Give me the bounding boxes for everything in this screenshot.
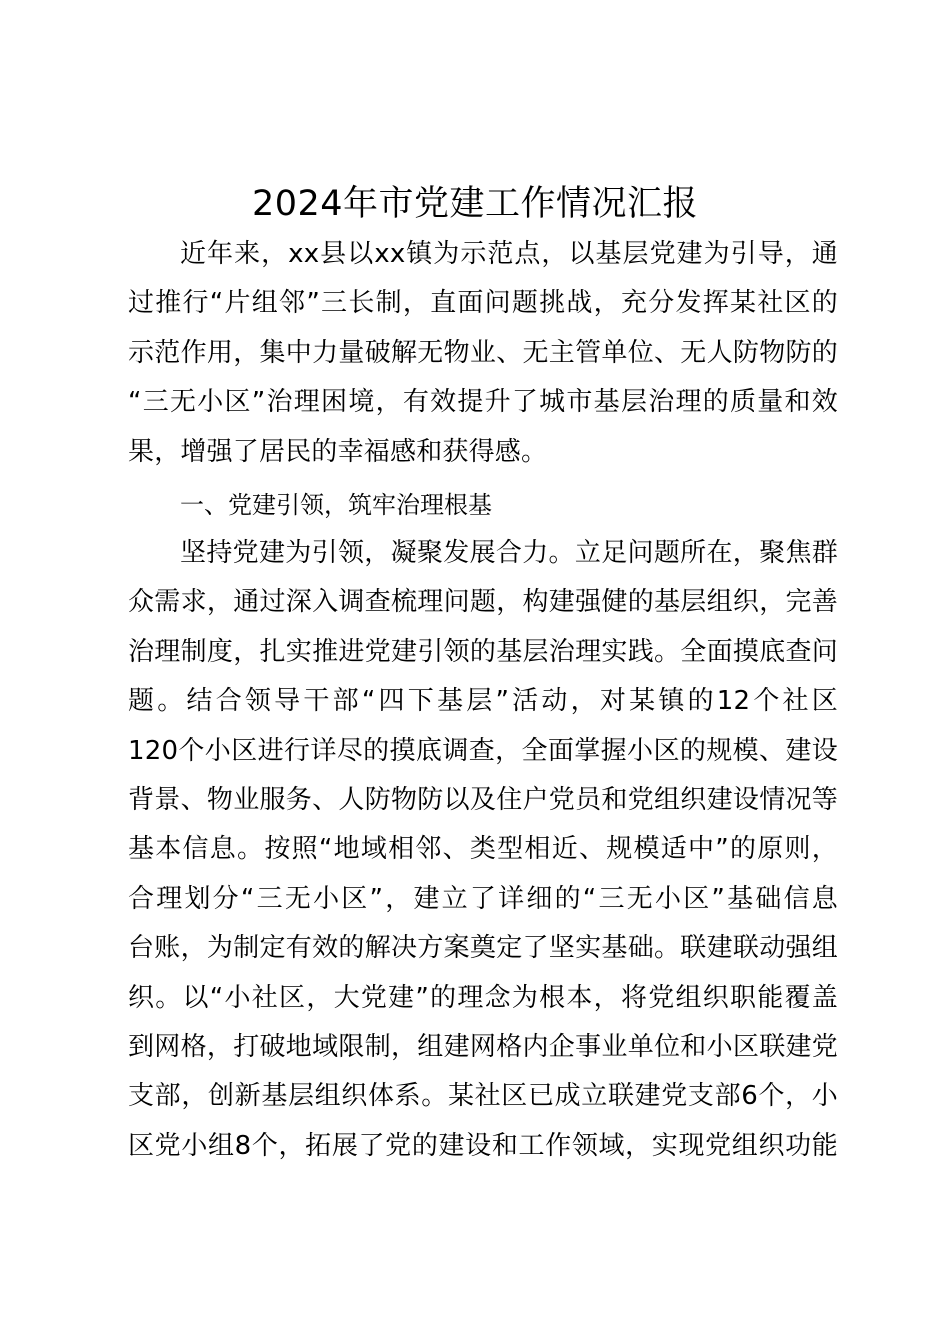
paragraph-line: 支部，创新基层组织体系。某社区已成立联建党支部6个，小	[128, 1081, 838, 1112]
paragraph-line: 区党小组8个，拓展了党的建设和工作领域，实现党组织功能	[128, 1130, 838, 1161]
section-heading: 一、党建引领，筑牢治理根基	[180, 491, 492, 519]
paragraph-line: 坚持党建为引领，凝聚发展合力。立足问题所在，聚焦群	[180, 538, 838, 568]
paragraph-line: 果，增强了居民的幸福感和获得感。	[128, 436, 548, 467]
paragraph-line: 到网格，打破地域限制，组建网格内企事业单位和小区联建党	[128, 1031, 838, 1062]
paragraph-line: 背景、物业服务、人防物防以及住户党员和党组织建设情况等	[128, 784, 838, 815]
paragraph-line: 示范作用，集中力量破解无物业、无主管单位、无人防物防的	[128, 337, 838, 368]
paragraph-line: 过推行“片组邻”三长制，直面问题挑战，充分发挥某社区的	[128, 288, 838, 319]
paragraph-line: 织。以“小社区，大党建”的理念为根本，将党组织职能覆盖	[128, 982, 838, 1013]
paragraph-line: 众需求，通过深入调查梳理问题，构建强健的基层组织，完善	[128, 587, 838, 618]
document-title: 2024年市党建工作情况汇报	[251, 184, 699, 224]
paragraph-line: “三无小区”治理困境，有效提升了城市基层治理的质量和效	[128, 387, 838, 418]
paragraph-line: 近年来，xx县以xx镇为示范点，以基层党建为引导，通	[180, 239, 838, 269]
paragraph-line: 基本信息。按照“地域相邻、类型相近、规模适中”的原则，	[128, 834, 838, 865]
paragraph-line: 题。结合领导干部“四下基层”活动，对某镇的12个社区	[128, 686, 838, 717]
paragraph-line: 合理划分“三无小区”，建立了详细的“三无小区”基础信息	[128, 883, 838, 914]
section-paragraph	[128, 529, 838, 1171]
intro-paragraph	[128, 230, 838, 477]
paragraph-line: 120个小区进行详尽的摸底调查，全面掌握小区的规模、建设	[128, 735, 838, 766]
paragraph-line: 台账，为制定有效的解决方案奠定了坚实基础。联建联动强组	[128, 933, 838, 964]
paragraph-line: 治理制度，扎实推进党建引领的基层治理实践。全面摸底查问	[128, 636, 838, 667]
